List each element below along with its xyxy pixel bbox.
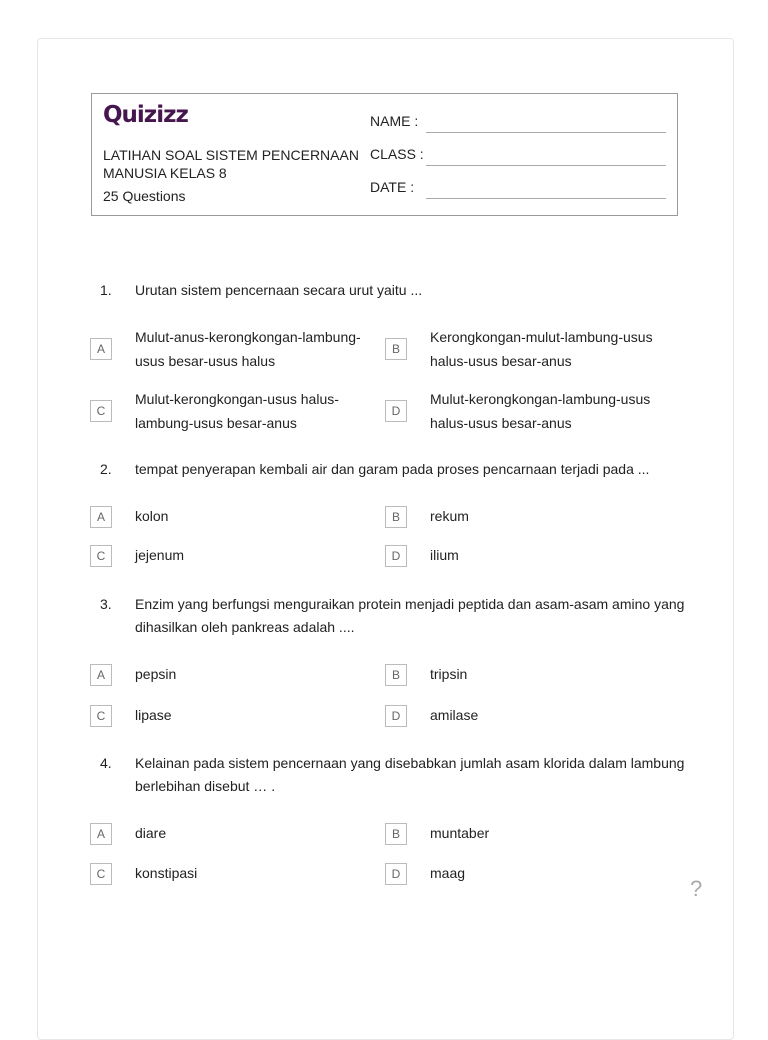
question-text: Urutan sistem pencernaan secara urut yaitu ... <box>135 282 423 298</box>
option-d-box: D <box>385 705 407 727</box>
question-number: 1. <box>100 282 112 298</box>
question-number: 2. <box>100 461 112 477</box>
date-label: DATE : <box>370 179 415 195</box>
worksheet-header <box>91 93 678 216</box>
option-b-box: B <box>385 664 407 686</box>
option-a-text: Mulut-anus-kerongkongan-lambung-usus besar-usus halus <box>135 329 361 369</box>
option-a-text: diare <box>135 825 167 841</box>
quizizz-logo: Quizizz <box>103 102 188 128</box>
class-field-line <box>426 165 666 166</box>
name-label: NAME : <box>370 113 419 129</box>
option-d-text: ilium <box>430 547 459 563</box>
option-a-box: A <box>90 823 112 845</box>
option-c-text: konstipasi <box>135 865 198 881</box>
question-number: 4. <box>100 755 112 771</box>
question-text: tempat penyerapan kembali air dan garam pada proses pencarnaan terjadi pada ... <box>135 461 650 477</box>
option-b-text: Kerongkongan-mulut-lambung-usus halus-usus besar-anus <box>430 329 653 369</box>
option-c-box: C <box>90 400 112 422</box>
option-b-box: B <box>385 338 407 360</box>
option-c-box: C <box>90 863 112 885</box>
help-icon[interactable]: ? <box>690 876 703 901</box>
option-c-box: C <box>90 545 112 567</box>
question-text: Kelainan pada sistem pencernaan yang disebabkan jumlah asam klorida dalam lambung berlebihan disebut … . <box>135 755 685 794</box>
option-b-text: muntaber <box>430 825 490 841</box>
option-d-text: maag <box>430 865 466 881</box>
option-d-box: D <box>385 545 407 567</box>
quiz-title: LATIHAN SOAL SISTEM PENCERNAAN MANUSIA KELAS 8 <box>103 147 359 181</box>
option-a-box: A <box>90 664 112 686</box>
question-number: 3. <box>100 596 112 612</box>
option-c-box: C <box>90 705 112 727</box>
name-field-line <box>426 132 666 133</box>
question-text: Enzim yang berfungsi menguraikan protein menjadi peptida dan asam-asam amino yang dihasilkan oleh pankreas adalah .... <box>135 596 685 635</box>
option-d-text: amilase <box>430 707 479 723</box>
option-b-text: tripsin <box>430 666 468 682</box>
option-a-text: kolon <box>135 508 169 524</box>
option-d-text: Mulut-kerongkongan-lambung-usus halus-usus besar-anus <box>430 391 651 431</box>
option-c-text: Mulut-kerongkongan-usus halus-lambung-usus besar-anus <box>135 391 339 431</box>
option-b-box: B <box>385 823 407 845</box>
option-c-text: lipase <box>135 707 172 723</box>
option-a-box: A <box>90 338 112 360</box>
option-b-box: B <box>385 506 407 528</box>
option-a-text: pepsin <box>135 666 177 682</box>
date-field-line <box>426 198 666 199</box>
option-c-text: jejenum <box>135 547 185 563</box>
option-a-box: A <box>90 506 112 528</box>
question-count: 25 Questions <box>103 188 186 204</box>
class-label: CLASS : <box>370 146 424 162</box>
option-d-box: D <box>385 863 407 885</box>
option-d-box: D <box>385 400 407 422</box>
option-b-text: rekum <box>430 508 469 524</box>
